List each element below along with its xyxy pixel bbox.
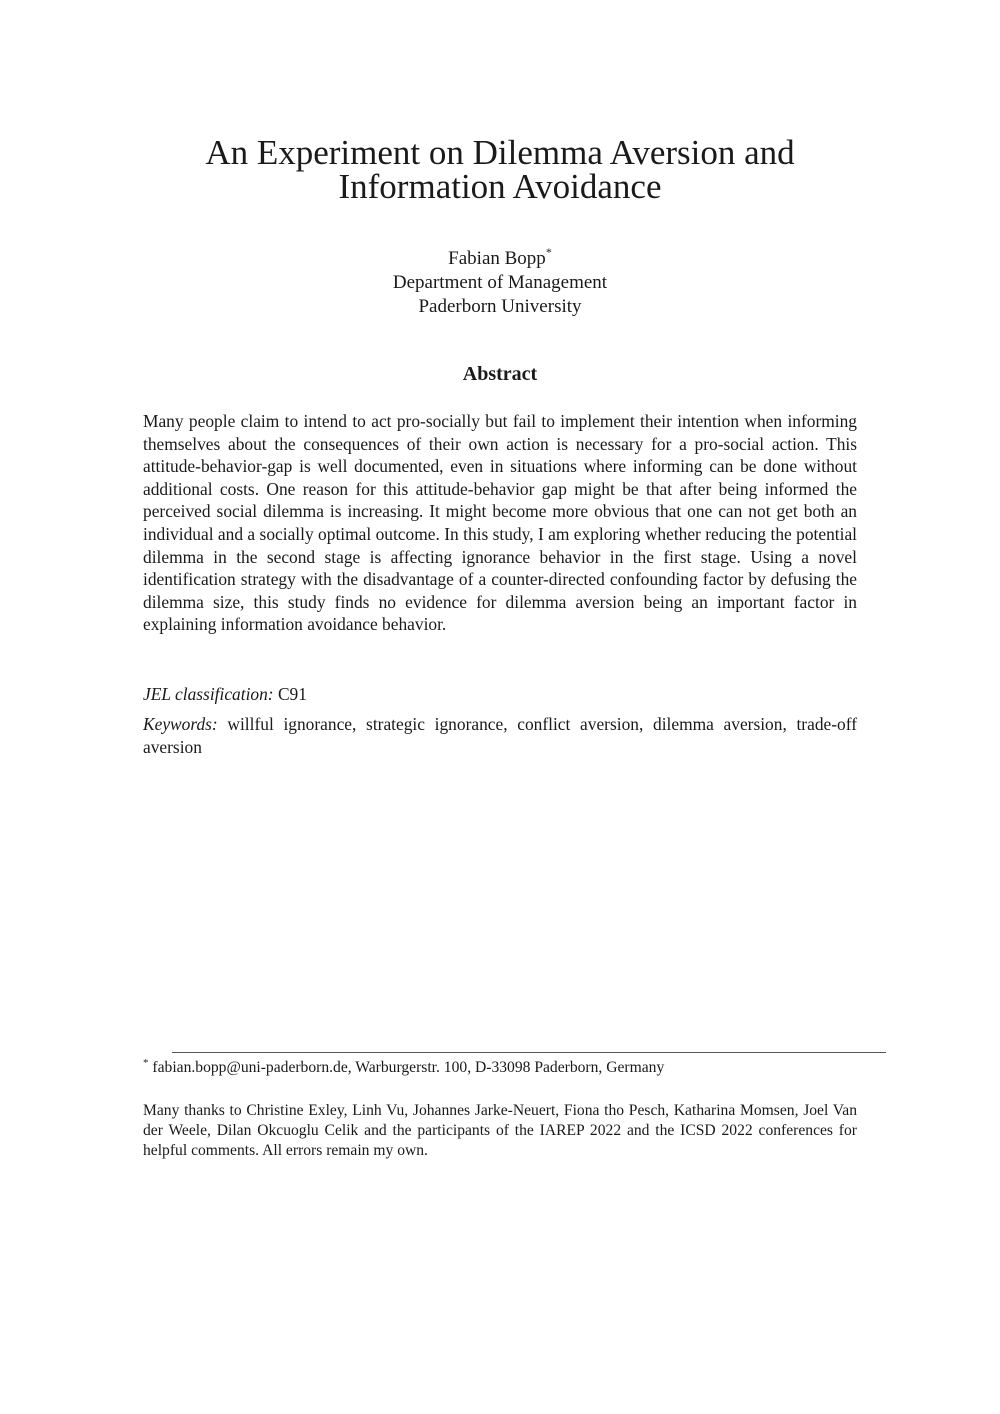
author-university: Paderborn University xyxy=(418,296,582,317)
acknowledgments: Many thanks to Christine Exley, Linh Vu, Johannes Jarke-Neuert, Fiona tho Pesch, Katharina Momsen, Joel Van der Weele, Dilan Okcuoglu Celik and the participants of the IAREP 2022 and the ICSD 2022 conferences for helpful comments. All errors remain my own. xyxy=(143,1102,857,1159)
paper-title xyxy=(120,133,880,206)
keywords-value: willful ignorance, strategic ignorance, conflict aversion, dilemma aversion, trade-off aversion xyxy=(143,714,857,757)
keywords xyxy=(143,713,857,759)
author-name: Fabian Bopp xyxy=(448,248,546,269)
jel-label: JEL classification: xyxy=(143,684,274,704)
footnote-mark: * xyxy=(143,1057,149,1069)
footnote-text: fabian.bopp@uni-paderborn.de, Warburgerstr. 100, D-33098 Paderborn, Germany xyxy=(152,1059,665,1076)
abstract-text: Many people claim to intend to act pro-socially but fail to implement their intention when informing themselves about the consequences of their own action is necessary for a pro-social action. This attitude-behavior-gap is well documented, even in situations where informing can be done without additional costs. One reason for this attitude-behavior gap might be that after being informed the perceived social dilemma is increasing. It might become more obvious that one can not get both an individual and a socially optimal outcome. In this study, I am exploring whether reducing the potential dilemma in the second stage is affecting ignorance behavior in the first stage. Using a novel identification strategy with the disadvantage of a counter-directed confounding factor by defusing the dilemma size, this study finds no evidence for dilemma aversion being an important factor in explaining information avoidance behavior. xyxy=(143,411,857,635)
paper-title-line-2: Information Avoidance xyxy=(338,167,662,206)
author-block xyxy=(250,247,750,319)
jel-value: C91 xyxy=(277,684,307,704)
paper-title-line-1: An Experiment on Dilemma Aversion and xyxy=(205,133,795,172)
keywords-label: Keywords: xyxy=(143,714,218,734)
author-footnote-mark: * xyxy=(545,245,552,259)
abstract-heading: Abstract xyxy=(462,363,538,385)
author-line xyxy=(250,247,750,271)
author-department: Department of Management xyxy=(392,272,608,293)
footnote xyxy=(143,1058,883,1078)
jel-classification xyxy=(143,683,857,706)
footnote-divider xyxy=(172,1052,886,1053)
